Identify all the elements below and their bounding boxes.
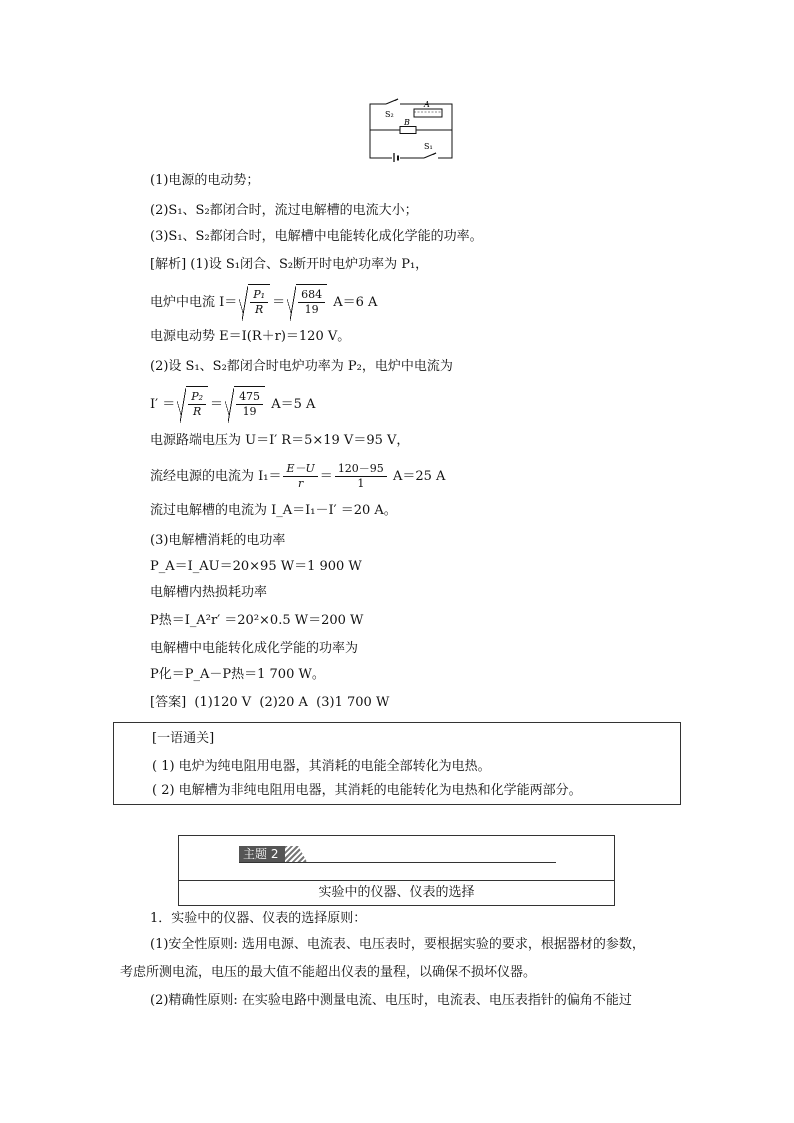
body-para-3: 考虑所测电流，电压的最大值不能超出仪表的量程，以确保不损坏仪器。 (120, 965, 537, 980)
resistor-b (400, 127, 416, 134)
question-3: (3)S₁、S₂都闭合时，电解槽中电能转化成化学能的功率。 (150, 229, 483, 244)
analysis-line-9: (3)电解槽消耗的电功率 (150, 533, 286, 548)
label-s2: S₂ (385, 110, 394, 119)
equals-sign-2: ＝ (210, 397, 224, 412)
current2-formula-prefix: I′ ＝ (150, 397, 176, 412)
topic-title: 实验中的仪器、仪表的选择 (318, 885, 475, 900)
topic-rule (239, 862, 556, 863)
sqrt-475-over-19 (225, 386, 265, 423)
frac-den-1: 1 (357, 477, 365, 490)
question-2: (2)S₁、S₂都闭合时，流过电解槽的电流大小； (150, 203, 418, 218)
analysis-text-1: (1)设 S₁闭合、S₂断开时电炉功率为 P₁， (190, 257, 429, 272)
analysis-line-2 (150, 284, 377, 321)
equals-sign: ＝ (272, 295, 286, 310)
switch-s1-gap (424, 155, 438, 161)
answer-tag: [答案] (150, 695, 187, 710)
analysis-line-11: 电解槽内热损耗功率 (150, 585, 268, 600)
switch-s2-gap (386, 101, 400, 107)
analysis-line-1 (150, 256, 428, 274)
topic-divider (179, 880, 614, 881)
analysis-line-4: (2)设 S₁、S₂都闭合时电炉功率为 P₂，电炉中电流为 (150, 359, 453, 374)
frac-num-p2: P₂ (188, 390, 206, 405)
frac-den-r-small: r (298, 477, 304, 490)
current-result: A＝6 A (329, 295, 378, 310)
tip-item-1: ( 1) 电炉为纯电阻用电器，其消耗的电能全部转化为电热。 (152, 759, 491, 774)
source-current-result: A＝25 A (388, 469, 446, 484)
equals-sign-3: ＝ (319, 469, 333, 484)
current2-result: A＝5 A (267, 397, 316, 412)
analysis-line-6: 电源路端电压为 U＝I′ R＝5×19 V＝95 V， (150, 433, 410, 448)
body-para-4: (2)精确性原则: 在实验电路中测量电流、电压时，电流表、电压表指针的偏角不能过 (150, 993, 632, 1008)
sqrt-p2-over-r (177, 386, 208, 423)
analysis-line-7 (150, 460, 445, 494)
frac-num-p1: P₁ (250, 288, 268, 303)
question-1: (1)电源的电动势； (150, 173, 260, 188)
topic-tag-stripes (285, 846, 307, 862)
analysis-line-14: P化＝P_A－P热＝1 700 W。 (150, 667, 325, 682)
topic-box (178, 835, 615, 906)
source-current-prefix: 流经电源的电流为 I₁＝ (150, 469, 282, 484)
analysis-line-12: P热＝I_A²r′ ＝20²×0.5 W＝200 W (150, 613, 364, 628)
frac-den-19b: 19 (242, 405, 257, 418)
body-para-1: 1．实验中的仪器、仪表的选择原则： (150, 911, 367, 926)
analysis-line-8: 流过电解槽的电流为 I_A＝I₁－I′ ＝20 A。 (150, 503, 397, 518)
label-a: A (424, 100, 430, 109)
sqrt-p1-over-r (239, 284, 270, 321)
tip-title: [一语通关] (152, 731, 215, 746)
answer-line (150, 694, 389, 712)
frac-num-120-95: 120－95 (335, 462, 387, 477)
frac-num-475: 475 (236, 390, 263, 405)
frac-num-e-minus-u: E－U (283, 462, 317, 477)
frac-den-r2: R (192, 405, 202, 418)
tip-item-2: ( 2) 电解槽为非纯电阻用电器，其消耗的电能转化为电热和化学能两部分。 (152, 783, 582, 798)
body-para-2: (1)安全性原则: 选用电源、电流表、电压表时，要根据实验的要求，根据器材的参数， (150, 937, 645, 952)
analysis-line-5 (150, 386, 315, 423)
analysis-tag: [解析] (150, 257, 187, 272)
frac-den-r: R (255, 303, 264, 316)
electrolytic-cell-a (414, 109, 442, 117)
sqrt-684-over-19 (287, 284, 327, 321)
frac-den-19: 19 (304, 303, 319, 316)
analysis-line-3: 电源电动势 E＝I(R＋r)＝120 V。 (150, 329, 351, 344)
answer-text: (1)120 V (2)20 A (3)1 700 W (186, 695, 390, 710)
analysis-line-13: 电解槽中电能转化成化学能的功率为 (150, 641, 359, 656)
topic-tag: 主题 2 (239, 846, 289, 862)
analysis-line-10: P_A＝I_AU＝20×95 W＝1 900 W (150, 559, 362, 574)
label-s1: S₁ (424, 142, 433, 151)
current-formula-prefix: 电炉中电流 I＝ (150, 295, 238, 310)
circuit-diagram (366, 98, 456, 162)
frac-num-684: 684 (298, 288, 325, 303)
label-b: B (404, 118, 410, 127)
tip-box (113, 722, 681, 805)
